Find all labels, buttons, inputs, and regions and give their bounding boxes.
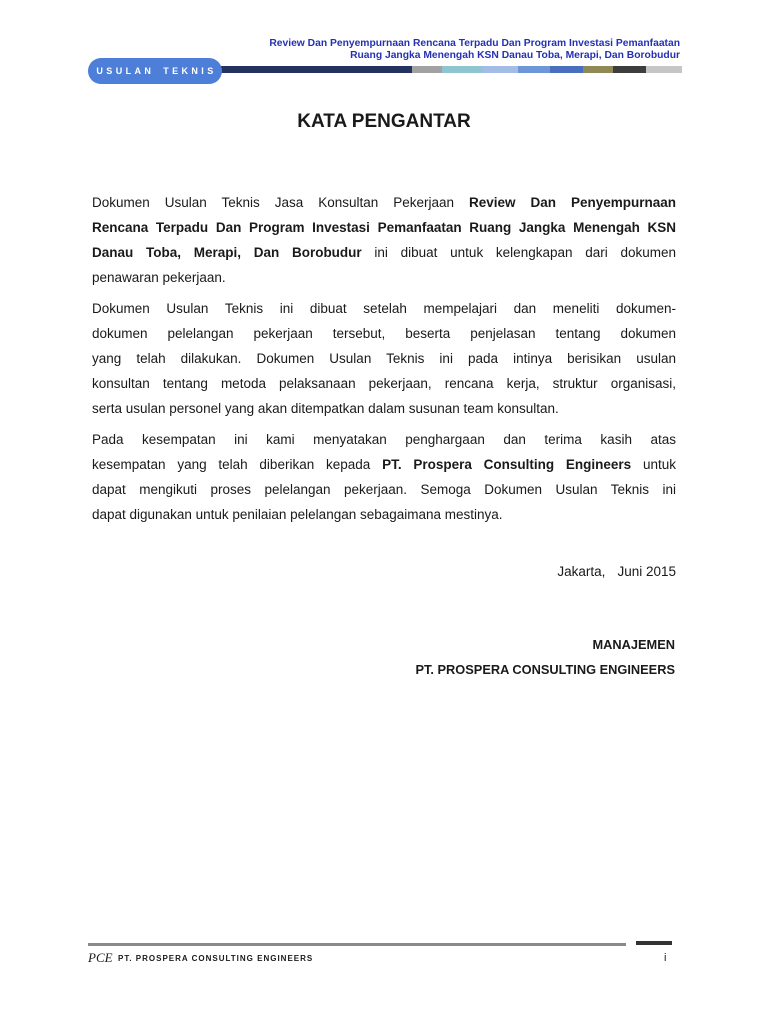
- stripe-segment: [442, 66, 482, 73]
- paragraph-line: [92, 452, 676, 477]
- page-title: KATA PENGANTAR: [297, 111, 471, 132]
- report-title-line-2: Ruang Jangka Menengah KSN Danau Toba, Merapi, Dan Borobudur: [350, 50, 680, 61]
- text-run: Dokumen Usulan Teknis ini dibuat setelah mempelajari dan meneliti dokumen-: [92, 301, 676, 316]
- text-run: untuk: [631, 457, 677, 472]
- company-logo: PCE: [88, 950, 113, 965]
- paragraph-line: [92, 321, 676, 346]
- place-and-date: [557, 560, 676, 584]
- stripe-segment: [613, 66, 646, 73]
- report-title-line-1: Review Dan Penyempurnaan Rencana Terpadu Dan Program Investasi Pemanfaatan: [269, 38, 680, 49]
- footer-company-name: PT. PROSPERA CONSULTING ENGINEERS: [118, 954, 314, 963]
- signatory-role: MANAJEMEN: [592, 637, 675, 652]
- paragraph: [92, 190, 676, 290]
- header-stripe: [214, 66, 682, 73]
- bold-text-run: Danau Toba, Merapi, Dan Borobudur: [92, 245, 362, 260]
- paragraph: [92, 427, 676, 527]
- text-run: penawaran pekerjaan.: [92, 270, 226, 285]
- footer-rule: [88, 943, 626, 946]
- bold-text-run: PT. Prospera Consulting Engineers: [382, 457, 632, 472]
- report-title: [269, 38, 680, 62]
- paragraph-line: [92, 190, 676, 215]
- page-number: i: [664, 952, 667, 964]
- paragraph-line: [92, 477, 676, 502]
- body-text: [92, 190, 676, 533]
- signatory-company: PT. PROSPERA CONSULTING ENGINEERS: [415, 662, 675, 677]
- paragraph-line: [92, 502, 676, 527]
- text-run: dokumen pelelangan pekerjaan tersebut, beserta penjelasan tentang dokumen: [92, 326, 676, 341]
- text-run: kesempatan yang telah diberikan kepada: [92, 457, 383, 472]
- stripe-segment: [646, 66, 682, 73]
- text-run: Pada kesempatan ini kami menyatakan penghargaan dan terima kasih atas: [92, 432, 676, 447]
- stripe-segment: [482, 66, 518, 73]
- bold-text-run: Rencana Terpadu Dan Program Investasi Pemanfaatan Ruang Jangka Menengah KSN: [92, 220, 676, 235]
- paragraph-line: [92, 296, 676, 321]
- text-run: dapat mengikuti proses pelelangan pekerjaan. Semoga Dokumen Usulan Teknis ini: [92, 482, 676, 497]
- bold-text-run: Review Dan Penyempurnaan: [468, 195, 676, 210]
- stripe-segment: [518, 66, 550, 73]
- stripe-segment: [550, 66, 583, 73]
- paragraph-line: [92, 346, 676, 371]
- paragraph-line: [92, 371, 676, 396]
- paragraph-line: [92, 427, 676, 452]
- text-run: serta usulan personel yang akan ditempatkan dalam susunan team konsultan.: [92, 401, 559, 416]
- paragraph-line: [92, 265, 676, 290]
- stripe-segment: [583, 66, 613, 73]
- paragraph-line: [92, 240, 676, 265]
- paragraph-line: [92, 215, 676, 240]
- text-run: dapat digunakan untuk penilaian pelelangan sebagaimana mestinya.: [92, 507, 503, 522]
- text-run: konsultan tentang metoda pelaksanaan pekerjaan, rencana kerja, struktur organisasi,: [92, 376, 676, 391]
- text-run: ini dibuat untuk kelengkapan dari dokumen: [361, 245, 676, 260]
- section-tab: USULAN TEKNIS: [88, 58, 222, 84]
- text-run: Dokumen Usulan Teknis Jasa Konsultan Pekerjaan: [92, 195, 469, 210]
- paragraph-line: [92, 396, 676, 421]
- text-run: yang telah dilakukan. Dokumen Usulan Teknis ini pada intinya berisikan usulan: [92, 351, 676, 366]
- stripe-segment: [214, 66, 412, 73]
- place: Jakarta,: [557, 564, 606, 579]
- stripe-segment: [412, 66, 442, 73]
- footer-accent-rule: [636, 941, 672, 945]
- paragraph: [92, 296, 676, 421]
- date: Juni 2015: [617, 564, 676, 579]
